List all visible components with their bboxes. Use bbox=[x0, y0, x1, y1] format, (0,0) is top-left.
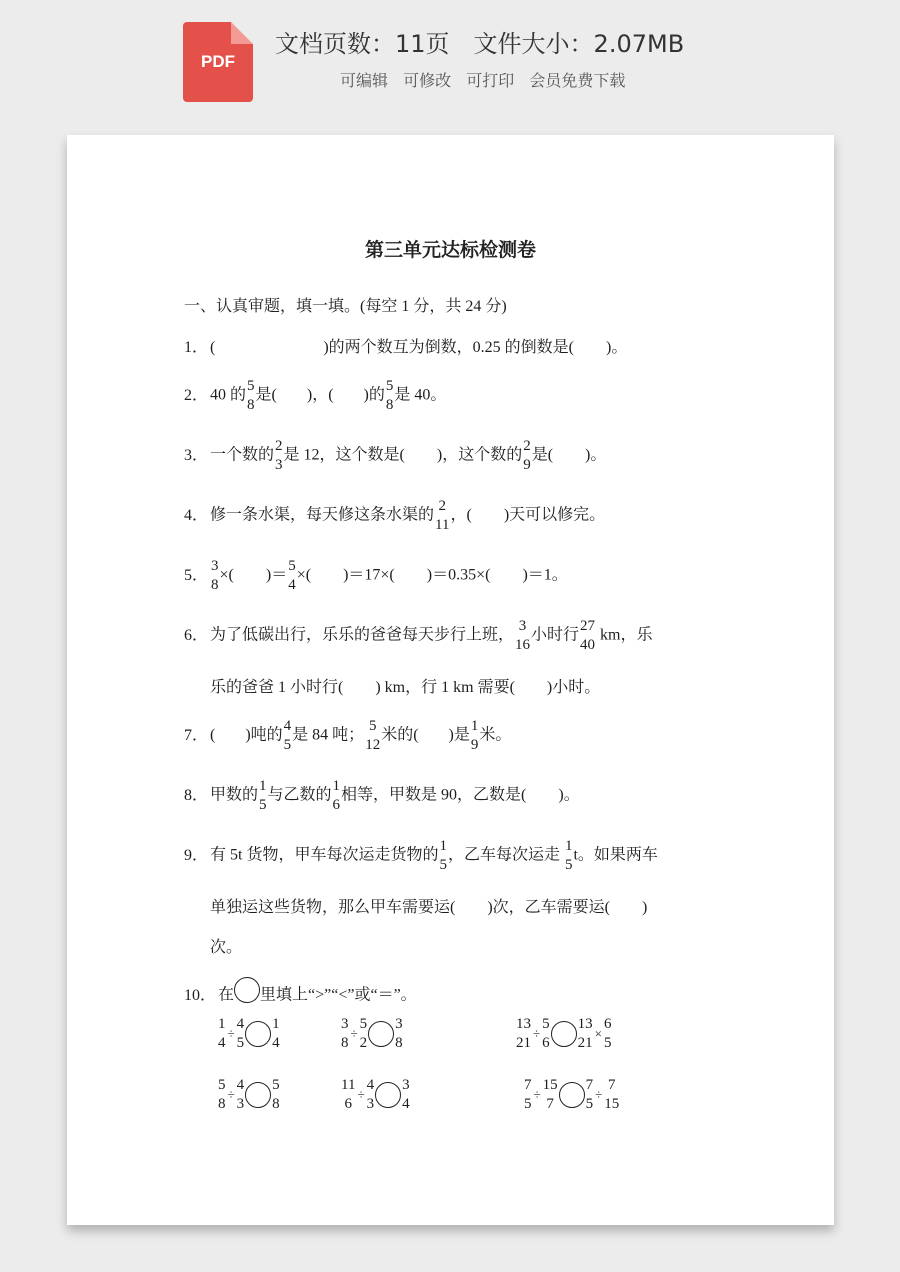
fraction: 5 8 bbox=[247, 378, 255, 413]
answer-circle-icon bbox=[234, 977, 260, 1003]
fraction: 27 40 bbox=[580, 618, 596, 653]
question-9: 9． 有 5t 货物，甲车每次运走货物的 1 5 ，乙车每次运走 1 5 t。如果两车 bbox=[184, 838, 658, 873]
feature-printable: 可打印 bbox=[466, 71, 515, 90]
fraction: 1 5 bbox=[564, 838, 573, 873]
question-7: 7． ( )吨的 4 5 是 84 吨； 5 12 米的( )是 1 9 米。 bbox=[184, 718, 512, 753]
compare-item-2: 3 8 ÷ 5 2 3 8 bbox=[341, 1016, 403, 1051]
answer-circle-icon[interactable] bbox=[368, 1021, 394, 1047]
file-meta bbox=[275, 24, 708, 59]
fraction: 5 12 bbox=[365, 718, 381, 753]
answer-circle-icon[interactable] bbox=[375, 1082, 401, 1108]
fraction: 2 3 bbox=[275, 438, 283, 473]
feature-member-download: 会员免费下载 bbox=[529, 71, 626, 90]
question-9-line-3: 次。 bbox=[210, 939, 243, 956]
fraction: 1 9 bbox=[470, 718, 479, 753]
compare-item-3: 13 21 ÷ 5 6 13 21 × 6 5 bbox=[516, 1016, 612, 1051]
question-8: 8． 甲数的 1 5 与乙数的 1 6 相等，甲数是 90，乙数是( )。 bbox=[184, 778, 580, 813]
answer-circle-icon[interactable] bbox=[559, 1082, 585, 1108]
question-5: 5． 3 8 ×( )＝ 5 4 ×( )＝17×( )＝0.35×( )＝1。 bbox=[184, 558, 568, 593]
fraction: 1 5 bbox=[439, 838, 447, 873]
fraction: 3 8 bbox=[211, 558, 219, 593]
fraction: 2 9 bbox=[523, 438, 531, 473]
compare-item-4: 5 8 ÷ 4 3 5 8 bbox=[218, 1077, 280, 1112]
compare-item-1: 1 4 ÷ 4 5 1 4 bbox=[218, 1016, 280, 1051]
file-size: 文件大小：2.07MB bbox=[473, 30, 685, 58]
question-3: 3． 一个数的 2 3 是 12，这个数是( )，这个数的 2 9 是( )。 bbox=[184, 438, 607, 473]
feature-editable: 可编辑 bbox=[340, 71, 389, 90]
document-page bbox=[67, 135, 834, 1225]
answer-circle-icon[interactable] bbox=[551, 1021, 577, 1047]
question-4: 4． 修一条水渠，每天修这条水渠的 2 11 ，( )天可以修完。 bbox=[184, 498, 606, 533]
fraction: 5 4 bbox=[288, 558, 296, 593]
page-title: 第三单元达标检测卷 bbox=[364, 239, 536, 261]
page-count: 文档页数：11页 bbox=[275, 30, 450, 58]
feature-list bbox=[340, 68, 635, 91]
compare-item-6: 7 5 ÷ 15 7 7 5 ÷ 7 15 bbox=[524, 1077, 620, 1112]
question-6-line-2: 乐的爸爸 1 小时行( ) km，行 1 km 需要( )小时。 bbox=[210, 679, 601, 696]
download-banner bbox=[0, 0, 900, 118]
answer-circle-icon[interactable] bbox=[245, 1021, 271, 1047]
fraction: 2 11 bbox=[435, 498, 450, 533]
fraction: 4 5 bbox=[283, 718, 292, 753]
answer-circle-icon[interactable] bbox=[245, 1082, 271, 1108]
feature-modifiable: 可修改 bbox=[403, 71, 452, 90]
question-9-line-2: 单独运这些货物，那么甲车需要运( )次，乙车需要运( ) bbox=[210, 899, 648, 916]
question-1: 1． ( )的两个数互为倒数，0.25 的倒数是( )。 bbox=[184, 339, 628, 356]
compare-item-5: 11 6 ÷ 4 3 3 4 bbox=[341, 1077, 410, 1112]
question-6: 6． 为了低碳出行，乐乐的爸爸每天步行上班， 3 16 小时行 27 40 km，乐 bbox=[184, 618, 653, 653]
fraction: 5 8 bbox=[385, 378, 394, 413]
fraction: 1 5 bbox=[259, 778, 267, 813]
section-heading: 一、认真审题，填一填。(每空 1 分，共 24 分) bbox=[184, 298, 507, 315]
pdf-file-icon bbox=[183, 22, 253, 102]
fraction: 1 6 bbox=[332, 778, 341, 813]
pdf-badge: PDF bbox=[201, 52, 235, 71]
fraction: 3 16 bbox=[515, 618, 531, 653]
question-2: 2． 40 的 5 8 是( )，( )的 5 8 是 40。 bbox=[184, 378, 447, 413]
question-10: 10． 在 里填上“>”“<”或“＝”。 bbox=[184, 983, 417, 1009]
